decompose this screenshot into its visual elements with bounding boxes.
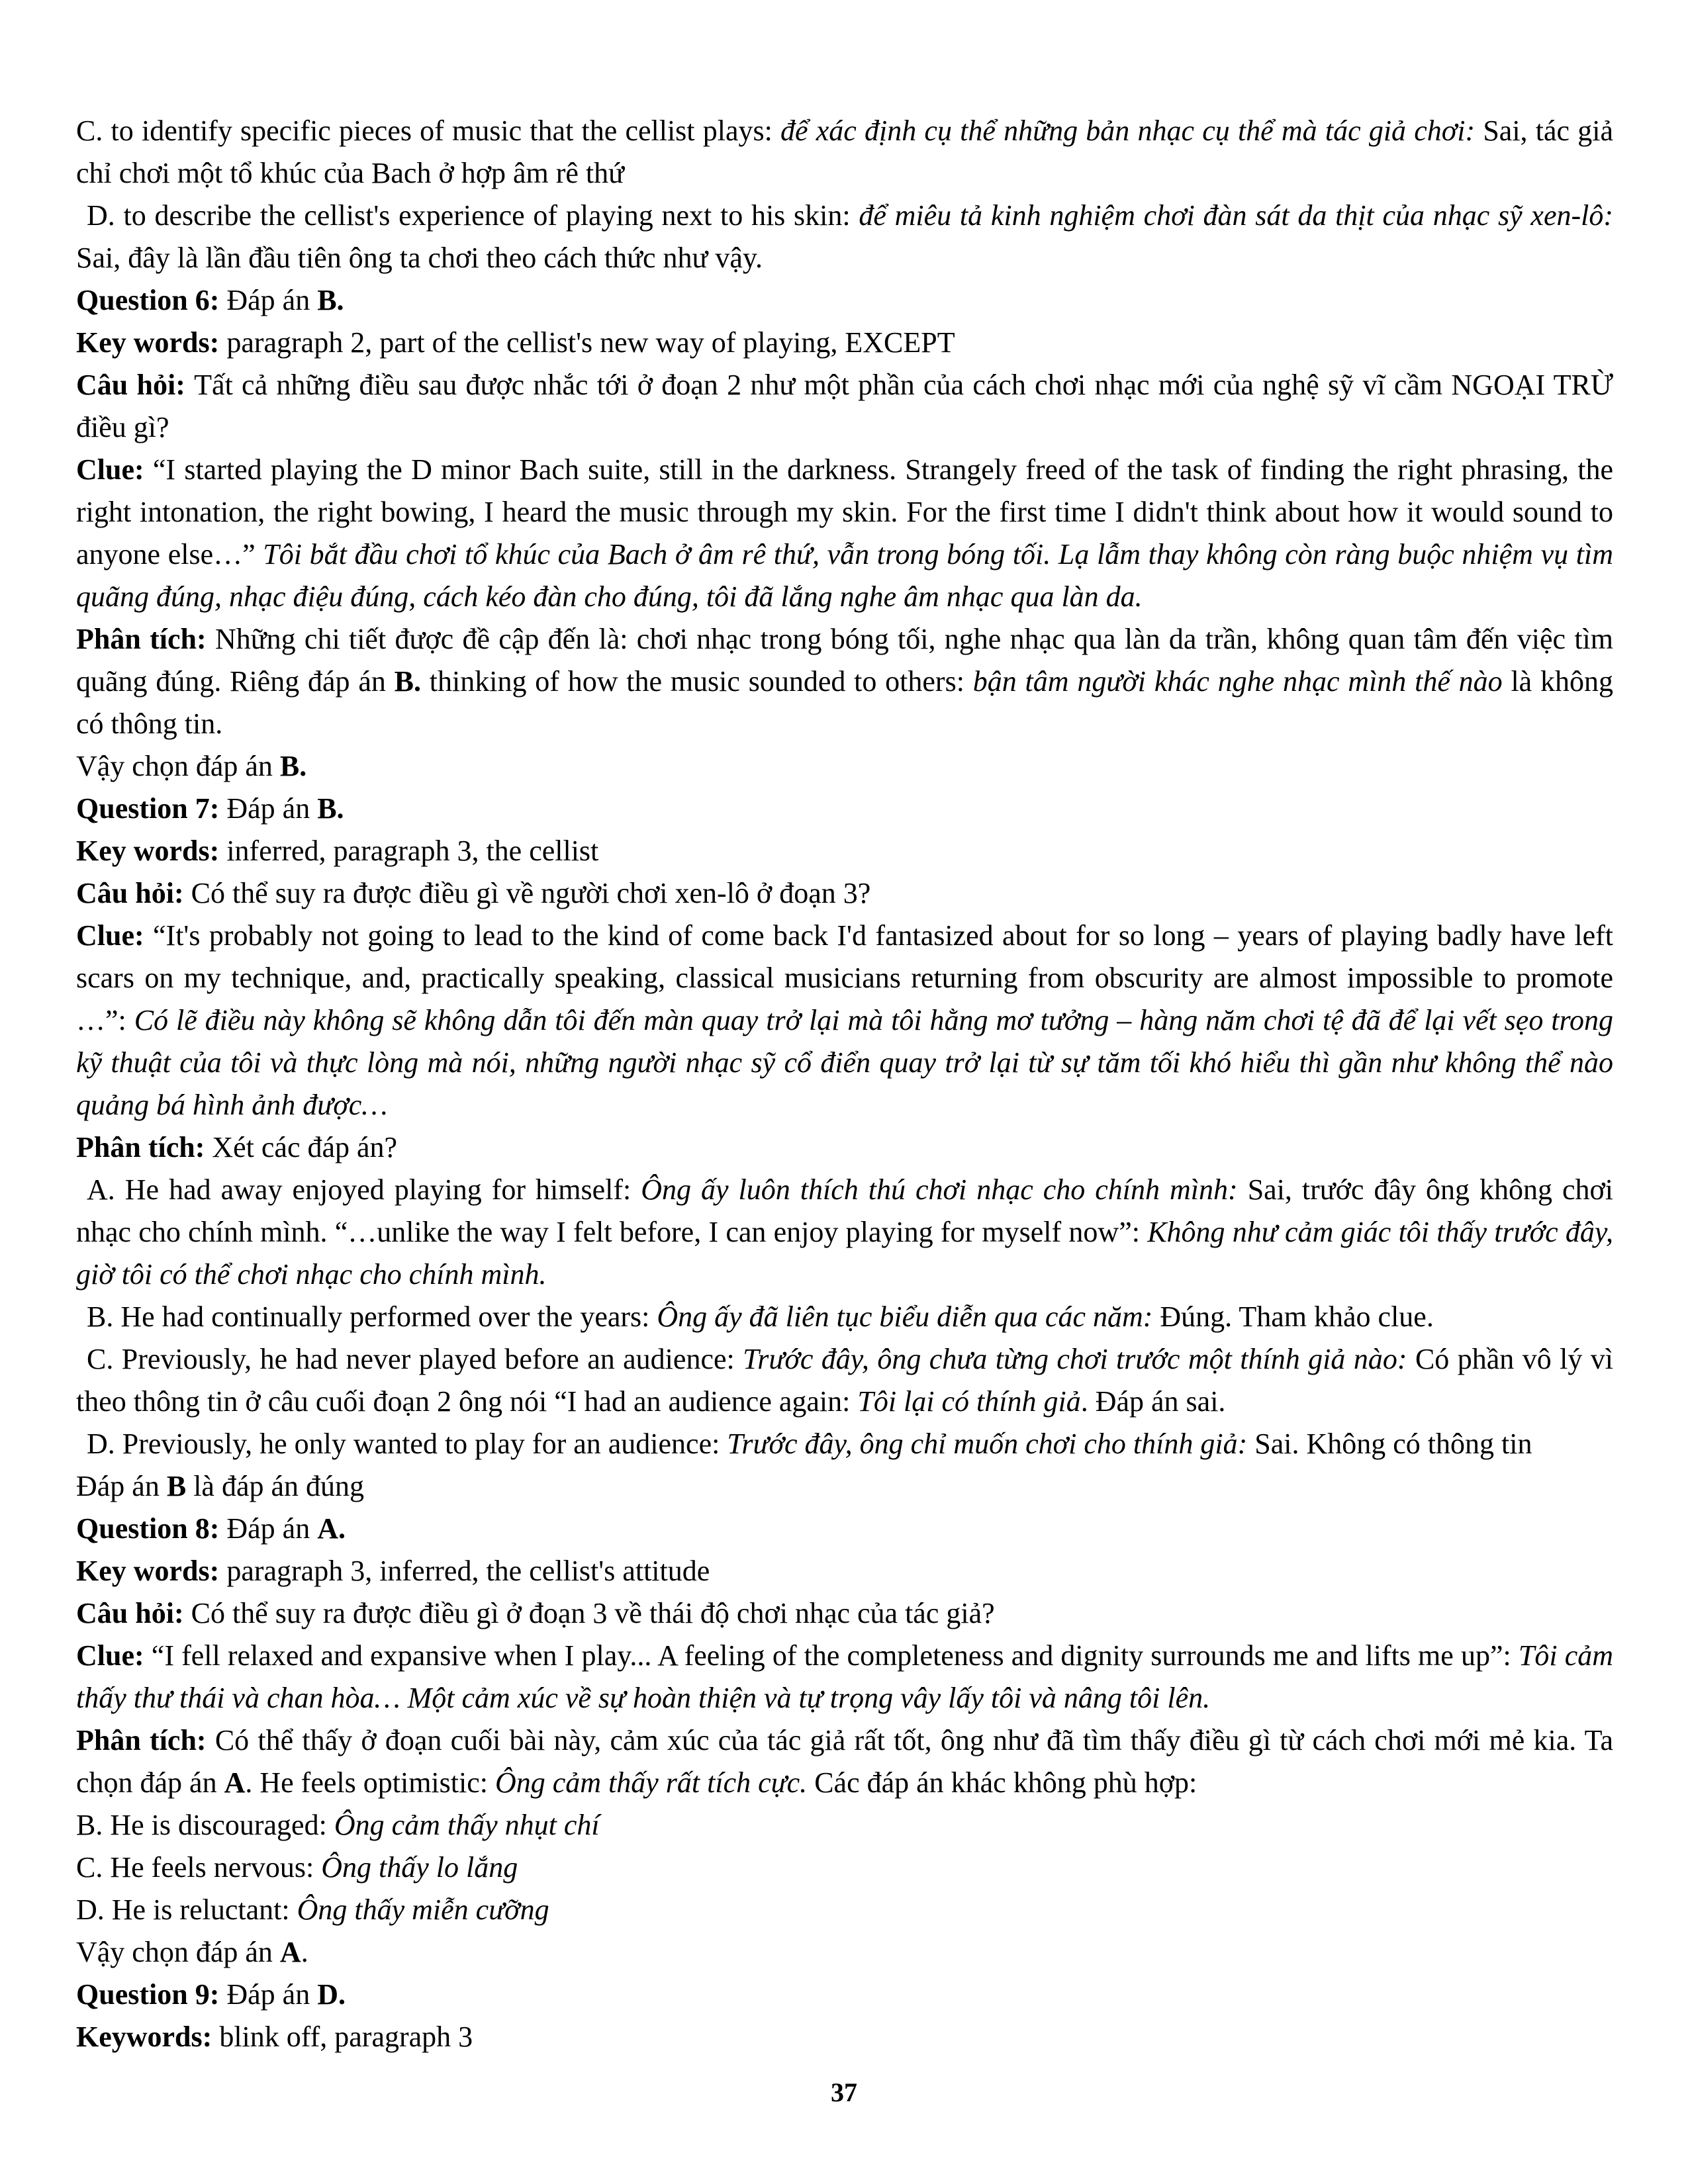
text-segment-normal: Đáp án [226, 1978, 318, 2011]
text-segment-normal: thinking of how the music sounded to others: [421, 665, 973, 698]
text-segment-bold: B [166, 1470, 187, 1502]
question8-keywords [76, 1550, 1613, 1592]
text-segment-bold: Keywords: [76, 2021, 220, 2053]
text-segment-normal: Các đáp án khác không phù hợp: [807, 1766, 1197, 1799]
question7-clue [76, 915, 1613, 1126]
text-segment-bold: Phân tích: [76, 1724, 215, 1756]
question6-keywords [76, 322, 1613, 364]
text-segment-bold: Clue: [76, 919, 154, 952]
text-segment-normal: inferred, paragraph 3, the cellist [226, 835, 599, 867]
document-body [76, 110, 1613, 2058]
text-segment-normal: Sai, tác giả chỉ chơi một tổ khúc của Bach ở hợp âm rê thứ [76, 114, 1613, 189]
text-segment-italic: Ông ấy luôn thích thú chơi nhạc cho chính mình: [641, 1173, 1248, 1206]
text-segment-normal: Đúng. Tham khảo clue. [1160, 1300, 1434, 1333]
text-segment-normal: . He feels optimistic: [245, 1766, 495, 1799]
text-segment-bold: Question 7: [76, 792, 227, 825]
question9-heading [76, 1974, 1613, 2016]
text-segment-normal: C. He feels nervous: [76, 1851, 322, 1884]
question7-heading [76, 788, 1613, 830]
text-segment-bold: Key words: [76, 1555, 227, 1587]
text-segment-bold: B. [394, 665, 422, 698]
text-segment-normal: D. to describe the cellist's experience of playing next to his skin: [87, 199, 859, 232]
question8-phantich [76, 1719, 1613, 1804]
text-segment-italic: Ông cảm thấy nhụt chí [334, 1809, 600, 1841]
question9-keywords [76, 2016, 1613, 2058]
question7-keywords [76, 830, 1613, 872]
question7-conclusion [76, 1465, 1613, 1508]
text-segment-normal: Những chi tiết được đề cập đến là: chơi nhạc trong bóng tối, nghe nhạc qua làn da trần, không quan tâm đến việc tìm quãng đúng. Riêng đáp án [76, 623, 1613, 698]
question6-clue [76, 449, 1613, 618]
question6-heading [76, 279, 1613, 322]
text-segment-bold: Key words: [76, 835, 227, 867]
text-segment-bold: Câu hỏi: [76, 1597, 191, 1629]
text-segment-normal: Sai. Không có thông tin [1254, 1428, 1532, 1460]
text-segment-normal: Sai, trước đây ông không chơi nhạc cho chính mình. “…unlike the way I felt before, I can enjoy playing for myself now”: [76, 1173, 1614, 1248]
text-segment-bold: Phân tích: [76, 1131, 212, 1163]
text-segment-italic: để xác định cụ thể những bản nhạc cụ thể mà tác giả chơi: [780, 114, 1483, 147]
text-segment-normal: Có thể suy ra được điều gì về người chơi xen-lô ở đoạn 3? [191, 877, 871, 909]
text-segment-italic: Tôi cảm thấy thư thái và chan hòa… Một cảm xúc về sự hoàn thiện và tự trọng vây lấy tôi và nâng tôi lên. [76, 1639, 1613, 1714]
text-segment-bold: Câu hỏi: [76, 369, 195, 401]
text-segment-normal: “It's probably not going to lead to the kind of come back I'd fantasized about for so long – years of playing badly have left scars on my technique, and, practically speaking, classical musicians returning from obscurity are almost impossible to promote …”: [76, 919, 1613, 1036]
question7-option-c [76, 1338, 1613, 1423]
text-segment-bold: Clue: [76, 1639, 152, 1672]
text-segment-normal: A. He had away enjoyed playing for himself: [87, 1173, 641, 1206]
text-segment-bold: Phân tích: [76, 623, 215, 655]
text-segment-normal: Đáp án [226, 792, 318, 825]
text-segment-bold: D. [317, 1978, 346, 2011]
text-segment-normal: Đáp án [76, 1470, 167, 1502]
text-segment-italic: Ông cảm thấy rất tích cực. [494, 1766, 808, 1799]
text-segment-italic: Tôi bắt đầu chơi tổ khúc của Bach ở âm rê thứ, vẫn trong bóng tối. Lạ lẫm thay không còn ràng buộc nhiệm vụ tìm quãng đúng, nhạc điệu đúng, cách kéo đàn cho đúng, tôi đã lắng nghe âm nhạc qua làn da. [76, 538, 1613, 613]
question8-cauhoi [76, 1592, 1613, 1635]
question6-phantich [76, 618, 1613, 745]
text-segment-normal: . [301, 1936, 308, 1968]
text-segment-normal: D. Previously, he only wanted to play for an audience: [87, 1428, 727, 1460]
text-segment-normal: là không có thông tin. [76, 665, 1613, 740]
question8-option-b [76, 1804, 1613, 1846]
text-segment-italic: Ông thấy lo lắng [321, 1851, 518, 1884]
question7-option-a [76, 1169, 1613, 1296]
text-segment-normal: “I fell relaxed and expansive when I play... A feeling of the completeness and dignity surrounds me and lifts me up”: [151, 1639, 1519, 1672]
question6-cauhoi [76, 364, 1613, 449]
question7-option-d [76, 1423, 1613, 1465]
text-segment-normal: . Đáp án sai. [1080, 1385, 1226, 1418]
text-segment-italic: Có lẽ điều này không sẽ không dẫn tôi đến màn quay trở lại mà tôi hằng mơ tưởng – hàng năm chơi tệ đã để lại vết sẹo trong kỹ thuật của tôi và thực lòng mà nói, những người nhạc sỹ cổ điển quay trở lại từ sự tăm tối khó hiểu thì gần như không thể nào quảng bá hình ảnh được… [76, 1004, 1613, 1121]
question8-clue [76, 1635, 1613, 1719]
text-segment-bold: A [279, 1936, 301, 1968]
question7-cauhoi [76, 872, 1613, 915]
text-segment-bold: A [224, 1766, 246, 1799]
text-segment-normal: “I started playing the D minor Bach suite, still in the darkness. Strangely freed of the task of finding the right phrasing, the right intonation, the right bowing, I heard the music through my skin. For the first time I didn't think about how it would sound to anyone else…” [76, 453, 1613, 570]
text-segment-italic: Tôi lại có thính giả [857, 1385, 1081, 1418]
text-segment-bold: Question 6: [76, 284, 227, 316]
text-segment-italic: Ông thấy miễn cưỡng [297, 1893, 549, 1926]
text-segment-bold: Question 9: [76, 1978, 227, 2011]
text-segment-italic: để miêu tả kinh nghiệm chơi đàn sát da thịt của nhạc sỹ xen-lô: [859, 199, 1614, 232]
text-segment-normal: Vậy chọn đáp án [76, 1936, 280, 1968]
text-segment-bold: B. [317, 284, 344, 316]
text-segment-normal: blink off, paragraph 3 [219, 2021, 473, 2053]
text-segment-normal: B. He is discouraged: [76, 1809, 334, 1841]
text-segment-normal: C. Previously, he had never played before an audience: [87, 1343, 743, 1375]
text-segment-normal: là đáp án đúng [186, 1470, 365, 1502]
text-segment-italic: Ông ấy đã liên tục biểu diễn qua các năm: [657, 1300, 1160, 1333]
text-segment-normal: Sai, đây là lần đầu tiên ông ta chơi theo cách thức như vậy. [76, 242, 763, 274]
question8-option-d [76, 1889, 1613, 1931]
text-segment-bold: Clue: [76, 453, 153, 486]
text-segment-italic: Trước đây, ông chỉ muốn chơi cho thính giả: [727, 1428, 1255, 1460]
question6-conclusion [76, 745, 1613, 788]
text-segment-normal: C. to identify specific pieces of music that the cellist plays: [76, 114, 781, 147]
text-segment-normal: B. He had continually performed over the years: [87, 1300, 657, 1333]
text-segment-normal: Vậy chọn đáp án [76, 750, 280, 782]
text-segment-normal: Đáp án [226, 1512, 318, 1545]
text-segment-normal: Xét các đáp án? [212, 1131, 398, 1163]
text-segment-normal: D. He is reluctant: [76, 1893, 297, 1926]
text-segment-bold: A. [317, 1512, 346, 1545]
text-segment-normal: paragraph 3, inferred, the cellist's attitude [226, 1555, 710, 1587]
text-segment-italic: Không như cảm giác tôi thấy trước đây, giờ tôi có thể chơi nhạc cho chính mình. [76, 1216, 1613, 1291]
option-d-explanation [76, 195, 1613, 279]
text-segment-bold: Câu hỏi: [76, 877, 191, 909]
question8-heading [76, 1508, 1613, 1550]
question8-option-c [76, 1846, 1613, 1889]
text-segment-bold: Key words: [76, 326, 227, 359]
text-segment-normal: paragraph 2, part of the cellist's new way of playing, EXCEPT [226, 326, 955, 359]
question8-conclusion [76, 1931, 1613, 1974]
text-segment-normal: Đáp án [226, 284, 318, 316]
text-segment-bold: B. [279, 750, 307, 782]
option-c-explanation [76, 110, 1613, 195]
question7-phantich [76, 1126, 1613, 1169]
text-segment-bold: B. [317, 792, 344, 825]
text-segment-normal: Có thể thấy ở đoạn cuối bài này, cảm xúc của tác giả rất tốt, ông như đã tìm thấy điều gì từ cách chơi mới mẻ kia. Ta chọn đáp án [76, 1724, 1613, 1799]
question7-option-b [76, 1296, 1613, 1338]
text-segment-bold: Question 8: [76, 1512, 227, 1545]
page-number: 37 [831, 2077, 857, 2107]
text-segment-italic: Trước đây, ông chưa từng chơi trước một thính giả nào: [743, 1343, 1415, 1375]
text-segment-normal: Tất cả những điều sau được nhắc tới ở đoạn 2 như một phần của cách chơi nhạc mới của nghệ sỹ vĩ cầm NGOẠI TRỪ điều gì? [76, 369, 1613, 443]
text-segment-normal: Có phần vô lý vì theo thông tin ở câu cuối đoạn 2 ông nói “I had an audience again: [76, 1343, 1614, 1418]
text-segment-italic: bận tâm người khác nghe nhạc mình thế nào [972, 665, 1511, 698]
text-segment-normal: Có thể suy ra được điều gì ở đoạn 3 về thái độ chơi nhạc của tác giả? [191, 1597, 995, 1629]
